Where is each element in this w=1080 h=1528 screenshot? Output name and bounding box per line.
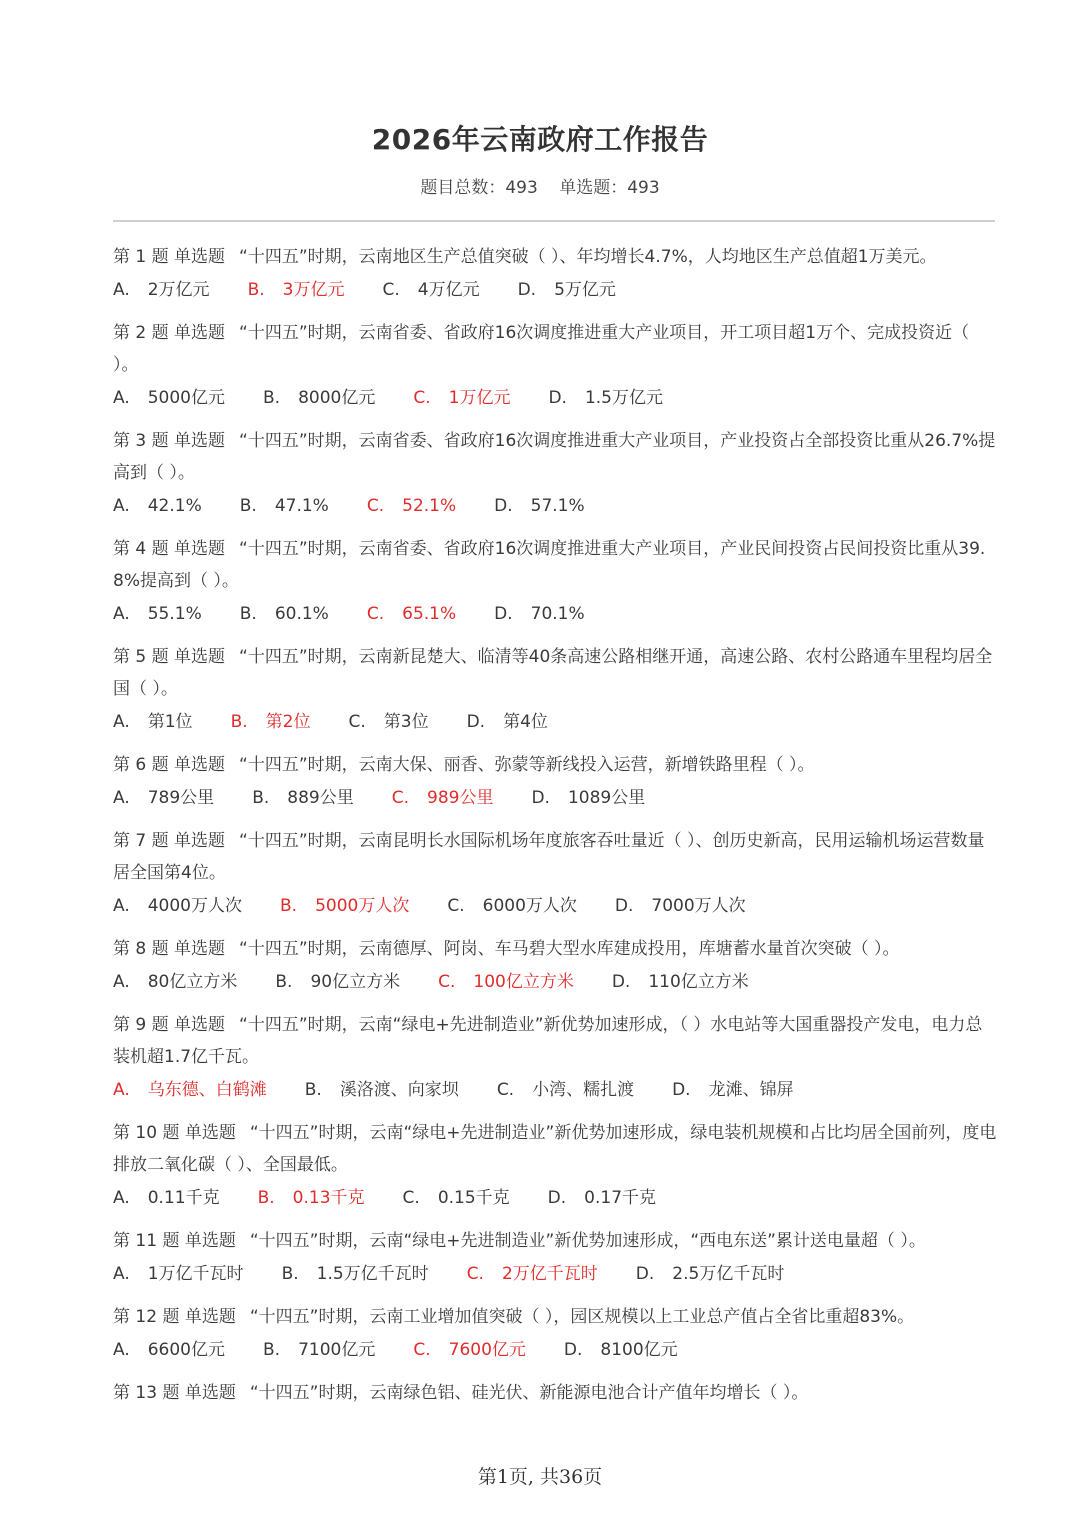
option-text: 65.1%: [402, 604, 457, 624]
question-number: 第 4 题 单选题: [113, 539, 226, 559]
option-text: 5万亿元: [554, 280, 616, 300]
option-letter: D.: [494, 604, 513, 624]
answer-option-correct: [438, 965, 574, 999]
option-letter: D.: [466, 712, 486, 732]
question-stem: [113, 241, 997, 273]
answer-options: [113, 489, 997, 523]
answer-option-correct: [113, 1073, 267, 1107]
answer-option: [113, 1257, 244, 1291]
option-text: 1万亿元: [448, 388, 511, 408]
question-item: [113, 1009, 997, 1107]
question-number: 第 2 题 单选题: [113, 323, 226, 343]
question-stem: [113, 533, 997, 597]
answer-option: [113, 705, 193, 739]
answer-option-correct: [231, 705, 311, 739]
option-text: 1.5万亿千瓦时: [316, 1264, 429, 1284]
answer-option-correct: [467, 1257, 598, 1291]
question-text: “十四五”时期，云南德厚、阿岗、车马碧大型水库建成投用，库塘蓄水量首次突破（ ）。: [239, 939, 900, 959]
question-text: “十四五”时期，云南昆明长水国际机场年度旅客吞吐量近（ ）、创历史新高，民用运输机场运营数量居全国第4位。: [113, 831, 985, 883]
option-text: 110亿立方米: [648, 972, 749, 992]
answer-option: [564, 1333, 678, 1367]
option-letter: B.: [252, 788, 270, 808]
question-stem: [113, 749, 997, 781]
option-text: 42.1%: [147, 496, 202, 516]
question-number: 第 13 题 单选题: [113, 1383, 236, 1403]
option-letter: B.: [275, 972, 293, 992]
answer-option: [672, 1073, 794, 1107]
option-letter: A.: [113, 712, 130, 732]
option-text: 第3位: [383, 712, 429, 732]
option-text: 第2位: [265, 712, 311, 732]
option-letter: A.: [113, 1188, 130, 1208]
question-item: [113, 1225, 997, 1291]
option-text: 55.1%: [147, 604, 202, 624]
option-letter: C.: [391, 788, 409, 808]
option-letter: D.: [563, 1340, 583, 1360]
option-letter: B.: [263, 388, 281, 408]
answer-option: [282, 1257, 429, 1291]
question-text: “十四五”时期，云南新昆楚大、临清等40条高速公路相继开通，高速公路、农村公路通车里程均居全国（ ）。: [113, 647, 993, 699]
question-stem: [113, 641, 997, 705]
question-item: [113, 425, 997, 523]
question-text: “十四五”时期，云南大保、丽香、弥蒙等新线投入运营，新增铁路里程（ ）。: [239, 755, 815, 775]
answer-option: [348, 705, 428, 739]
question-number: 第 5 题 单选题: [113, 647, 226, 667]
option-text: 第4位: [503, 712, 548, 732]
answer-option: [113, 273, 210, 307]
question-stats: [0, 173, 1080, 198]
option-letter: C.: [402, 1188, 420, 1208]
option-text: 第1位: [147, 712, 193, 732]
answer-option: [263, 381, 375, 415]
question-stem: [113, 1117, 997, 1181]
option-letter: B.: [230, 712, 248, 732]
question-text: “十四五”时期，云南“绿电+先进制造业”新优势加速形成，绿电装机规模和占比均居全国前列，度电排放二氧化碳（ ）、全国最低。: [113, 1123, 997, 1175]
option-letter: D.: [672, 1080, 691, 1100]
answer-options: [113, 1333, 997, 1367]
option-text: 0.15千克: [437, 1188, 510, 1208]
option-text: 90亿立方米: [310, 972, 401, 992]
option-text: 70.1%: [530, 604, 585, 624]
question-number: 第 12 题 单选题: [113, 1307, 236, 1327]
option-text: 1.5万亿元: [584, 388, 663, 408]
option-text: 溪洛渡、向家坝: [339, 1080, 459, 1100]
option-letter: A.: [113, 280, 130, 300]
question-stem: [113, 825, 997, 889]
option-text: 100亿立方米: [473, 972, 574, 992]
question-text: “十四五”时期，云南“绿电+先进制造业”新优势加速形成，“西电东送”累计送电量超（ ）。: [249, 1231, 926, 1251]
single-choice-count: 单选题：493: [559, 178, 660, 198]
question-item: [113, 749, 997, 815]
answer-option-correct: [258, 1181, 365, 1215]
answer-options: [113, 1257, 997, 1291]
option-letter: B.: [304, 1080, 322, 1100]
option-letter: C.: [466, 1264, 484, 1284]
option-letter: B.: [247, 280, 265, 300]
question-number: 第 6 题 单选题: [113, 755, 226, 775]
answer-option: [240, 597, 329, 631]
option-letter: A.: [113, 972, 130, 992]
question-text: “十四五”时期，云南地区生产总值突破（ ）、年均增长4.7%，人均地区生产总值超1万美元。: [239, 247, 937, 267]
answer-option-correct: [367, 489, 456, 523]
question-text: “十四五”时期，云南省委、省政府16次调度推进重大产业项目，产业民间投资占民间投资比重从39.8%提高到（ ）。: [113, 539, 986, 591]
answer-option: [382, 273, 479, 307]
option-letter: B.: [281, 1264, 299, 1284]
answer-options: [113, 1073, 997, 1107]
option-letter: D.: [547, 1188, 567, 1208]
option-text: 1089公里: [567, 788, 646, 808]
option-text: 7000万人次: [651, 896, 746, 916]
question-item: [113, 825, 997, 923]
answer-options: [113, 273, 997, 307]
answer-option-correct: [367, 597, 456, 631]
option-text: 龙滩、锦屏: [708, 1080, 794, 1100]
option-letter: D.: [614, 896, 634, 916]
option-letter: B.: [239, 604, 257, 624]
option-text: 2万亿元: [147, 280, 210, 300]
header-divider: [113, 220, 995, 222]
answer-option: [548, 1181, 656, 1215]
option-letter: C.: [382, 280, 400, 300]
option-text: 8100亿元: [600, 1340, 678, 1360]
option-letter: C.: [438, 972, 456, 992]
question-text: “十四五”时期，云南“绿电+先进制造业”新优势加速形成，（ ）水电站等大国重器投产发电，电力总装机超1.7亿千瓦。: [113, 1015, 983, 1067]
answer-option: [518, 273, 616, 307]
question-text: “十四五”时期，云南省委、省政府16次调度推进重大产业项目，开工项目超1万个、完成投资近（ ）。: [113, 323, 970, 375]
question-item: [113, 933, 997, 999]
option-text: 80亿立方米: [147, 972, 238, 992]
answer-option-correct: [280, 889, 409, 923]
option-text: 6000万人次: [482, 896, 577, 916]
question-item: [113, 1377, 997, 1409]
question-stem: [113, 317, 997, 381]
question-number: 第 9 题 单选题: [113, 1015, 226, 1035]
option-letter: A.: [113, 1264, 130, 1284]
option-text: 6600亿元: [147, 1340, 225, 1360]
option-text: 60.1%: [274, 604, 329, 624]
option-letter: A.: [113, 1340, 130, 1360]
option-letter: D.: [531, 788, 550, 808]
question-item: [113, 533, 997, 631]
question-number: 第 8 题 单选题: [113, 939, 226, 959]
question-item: [113, 241, 997, 307]
option-letter: B.: [280, 896, 298, 916]
option-letter: A.: [113, 896, 130, 916]
page-title: 2026年云南政府工作报告: [371, 123, 709, 156]
option-text: 5000亿元: [147, 388, 225, 408]
answer-option-correct: [413, 381, 510, 415]
option-text: 4万亿元: [417, 280, 480, 300]
question-stem: [113, 425, 997, 489]
answer-option: [113, 597, 202, 631]
answer-option: [403, 1181, 510, 1215]
option-text: 2万亿千瓦时: [501, 1264, 598, 1284]
question-stem: [113, 1225, 997, 1257]
option-letter: C.: [413, 388, 431, 408]
answer-option: [636, 1257, 785, 1291]
option-text: 5000万人次: [315, 896, 410, 916]
answer-option: [113, 965, 237, 999]
option-letter: C.: [447, 896, 465, 916]
question-stem: [113, 1301, 997, 1333]
answer-option: [263, 1333, 375, 1367]
option-letter: B.: [263, 1340, 281, 1360]
option-letter: A.: [113, 604, 130, 624]
answer-option: [113, 381, 225, 415]
answer-option: [113, 1333, 225, 1367]
question-number: 第 11 题 单选题: [113, 1231, 236, 1251]
option-letter: D.: [517, 280, 537, 300]
answer-option: [612, 965, 749, 999]
question-stem: [113, 1009, 997, 1073]
option-letter: C.: [413, 1340, 431, 1360]
answer-option: [305, 1073, 459, 1107]
option-text: 3万亿元: [282, 280, 345, 300]
question-text: “十四五”时期，云南绿色铝、硅光伏、新能源电池合计产值年均增长（ ）。: [249, 1383, 809, 1403]
page-number: 第1页, 共36页: [477, 1466, 603, 1488]
answer-options: [113, 889, 997, 923]
option-text: 52.1%: [402, 496, 457, 516]
option-letter: A.: [113, 1080, 130, 1100]
answer-option: [113, 781, 214, 815]
answer-option-correct: [392, 781, 494, 815]
option-letter: D.: [494, 496, 513, 516]
question-number: 第 1 题 单选题: [113, 247, 226, 267]
answer-option: [497, 1073, 634, 1107]
option-text: 7100亿元: [298, 1340, 376, 1360]
answer-option: [113, 889, 242, 923]
option-text: 4000万人次: [147, 896, 242, 916]
option-text: 989公里: [427, 788, 494, 808]
answer-options: [113, 705, 997, 739]
option-text: 2.5万亿千瓦时: [672, 1264, 785, 1284]
answer-options: [113, 781, 997, 815]
option-letter: D.: [635, 1264, 655, 1284]
answer-option: [240, 489, 329, 523]
answer-option: [494, 597, 585, 631]
question-text: “十四五”时期，云南工业增加值突破（ ），园区规模以上工业总产值占全省比重超83%。: [249, 1307, 915, 1327]
question-item: [113, 317, 997, 415]
answer-options: [113, 381, 997, 415]
answer-option: [467, 705, 548, 739]
answer-option: [548, 381, 663, 415]
answer-option: [113, 1181, 220, 1215]
option-letter: A.: [113, 496, 130, 516]
question-list: [113, 241, 997, 1419]
answer-option: [447, 889, 577, 923]
total-count: 题目总数：493: [420, 178, 538, 198]
answer-option: [252, 781, 354, 815]
question-item: [113, 1117, 997, 1215]
option-letter: C.: [366, 496, 385, 516]
answer-option: [113, 489, 202, 523]
answer-option: [531, 781, 645, 815]
option-text: 1万亿千瓦时: [147, 1264, 244, 1284]
option-letter: C.: [366, 604, 385, 624]
option-letter: B.: [239, 496, 257, 516]
option-letter: D.: [548, 388, 567, 408]
option-letter: B.: [257, 1188, 275, 1208]
option-text: 7600亿元: [448, 1340, 526, 1360]
question-item: [113, 641, 997, 739]
option-text: 0.13千克: [292, 1188, 365, 1208]
option-text: 乌东德、白鹤滩: [147, 1080, 267, 1100]
question-number: 第 3 题 单选题: [113, 431, 226, 451]
answer-option: [615, 889, 746, 923]
option-letter: C.: [496, 1080, 515, 1100]
answer-options: [113, 597, 997, 631]
option-text: 57.1%: [530, 496, 585, 516]
option-letter: C.: [348, 712, 366, 732]
option-text: 8000亿元: [298, 388, 376, 408]
question-stem: [113, 1377, 997, 1409]
answer-option: [494, 489, 585, 523]
answer-options: [113, 965, 997, 999]
option-text: 47.1%: [274, 496, 329, 516]
option-text: 0.17千克: [584, 1188, 657, 1208]
answer-option-correct: [413, 1333, 526, 1367]
option-text: 889公里: [287, 788, 354, 808]
question-text: “十四五”时期，云南省委、省政府16次调度推进重大产业项目，产业投资占全部投资比重从26.7%提高到（ ）。: [113, 431, 996, 483]
answer-option: [275, 965, 400, 999]
option-text: 789公里: [147, 788, 215, 808]
answer-option-correct: [248, 273, 345, 307]
option-text: 小湾、糯扎渡: [532, 1080, 635, 1100]
option-letter: D.: [611, 972, 631, 992]
option-letter: A.: [113, 388, 130, 408]
answer-options: [113, 1181, 997, 1215]
question-number: 第 7 题 单选题: [113, 831, 226, 851]
option-letter: A.: [113, 788, 130, 808]
question-number: 第 10 题 单选题: [113, 1123, 236, 1143]
option-text: 0.11千克: [147, 1188, 220, 1208]
question-item: [113, 1301, 997, 1367]
question-stem: [113, 933, 997, 965]
